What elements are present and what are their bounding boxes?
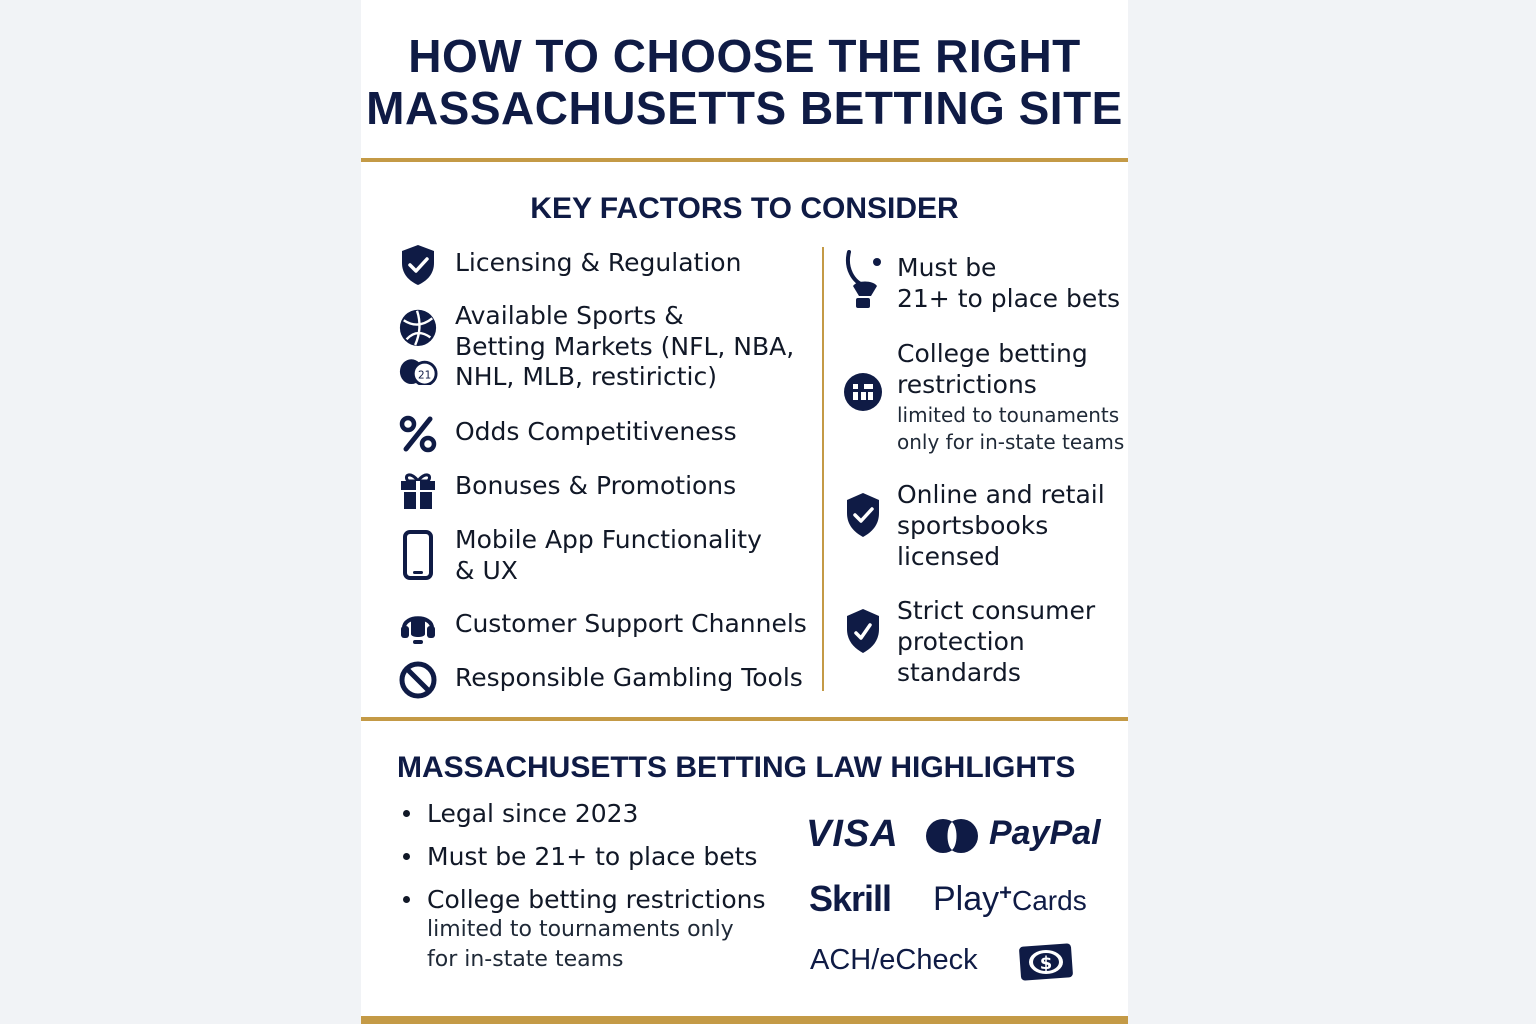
bullet-dot xyxy=(403,810,410,817)
visa-logo: VISA xyxy=(806,813,899,855)
factor-label: Customer Support Channels xyxy=(455,609,807,638)
key-factors-heading: KEY FACTORS TO CONSIDER xyxy=(530,192,959,225)
requirement-label: Strict consumer protection standards xyxy=(897,596,1096,687)
infographic-card: HOW TO CHOOSE THE RIGHT MASSACHUSETTS BETTING SITE KEY FACTORS TO CONSIDER Licensing & Regulation 21 Available Sports & Betting Markets (NFL, NBA, NHL, MLB, restirictic) Odds Competitiveness Bonuses & Promotions Mobile App Functionality & UX Customer Support Channels Responsible Gambling Tools Must be 21+ to place bets College betting restrictions limited to tounaments only for in-state teams Online and retail sportsbooks licensed Strict consumer protection standards MASSACHUSETTS BETTING LAW HIGHLIGHTS Legal since 2023 Must be 21+ to place bets College betting restrictions limited to tournaments only for in-state teams VISA PayPal Skrill Play+Cards ACH/eCheck $ xyxy=(361,0,1128,1024)
ach-echeck-label: ACH/eCheck xyxy=(810,944,978,976)
bullet-dot xyxy=(403,853,410,860)
divider xyxy=(361,158,1128,162)
factor-label: Licensing & Regulation xyxy=(455,248,742,277)
divider xyxy=(361,1016,1128,1024)
sports-balls-icon xyxy=(398,305,438,385)
college-icon xyxy=(843,370,883,414)
page-title xyxy=(361,30,1128,134)
headset-icon xyxy=(398,606,438,646)
factor-label: Bonuses & Promotions xyxy=(455,471,737,500)
shield-check-icon xyxy=(398,245,438,285)
no-symbol-icon xyxy=(398,660,438,700)
cash-dollar-icon xyxy=(1016,941,1076,983)
factor-label: Available Sports & Betting Markets (NFL, NBA, NHL, MLB, restirictic) xyxy=(455,301,795,391)
factor-label: Responsible Gambling Tools xyxy=(455,663,803,692)
requirement-label: Online and retail sportsbooks licensed xyxy=(897,480,1105,571)
skrill-logo: Skrill xyxy=(809,878,892,919)
column-divider xyxy=(822,247,824,691)
mastercard-logo xyxy=(924,817,980,855)
gift-icon xyxy=(398,470,438,510)
paypal-logo: PayPal xyxy=(989,814,1101,852)
play-plus-logo: Play+Cards xyxy=(933,880,1087,918)
shield-check-icon xyxy=(843,605,883,657)
shield-check-icon xyxy=(843,489,883,541)
divider xyxy=(361,717,1128,721)
requirement-label: Must be 21+ to place bets xyxy=(897,253,1121,313)
person-age-icon xyxy=(843,250,883,310)
factor-label: Odds Competitiveness xyxy=(455,417,737,446)
smartphone-icon xyxy=(398,528,438,582)
title-line-2: MASSACHUSETTS BETTING SITE xyxy=(366,82,1123,134)
title-line-1: HOW TO CHOOSE THE RIGHT xyxy=(408,30,1081,82)
bullet-dot xyxy=(403,896,410,903)
svg-text:$: $ xyxy=(1039,953,1053,974)
percent-icon xyxy=(398,414,438,454)
factor-label: Mobile App Functionality & UX xyxy=(455,525,762,585)
svg-text:21: 21 xyxy=(418,369,432,382)
law-highlights-heading: MASSACHUSETTS BETTING LAW HIGHLIGHTS xyxy=(397,751,1076,784)
requirement-label: College betting restrictions limited to tounaments only for in-state teams xyxy=(897,339,1125,454)
